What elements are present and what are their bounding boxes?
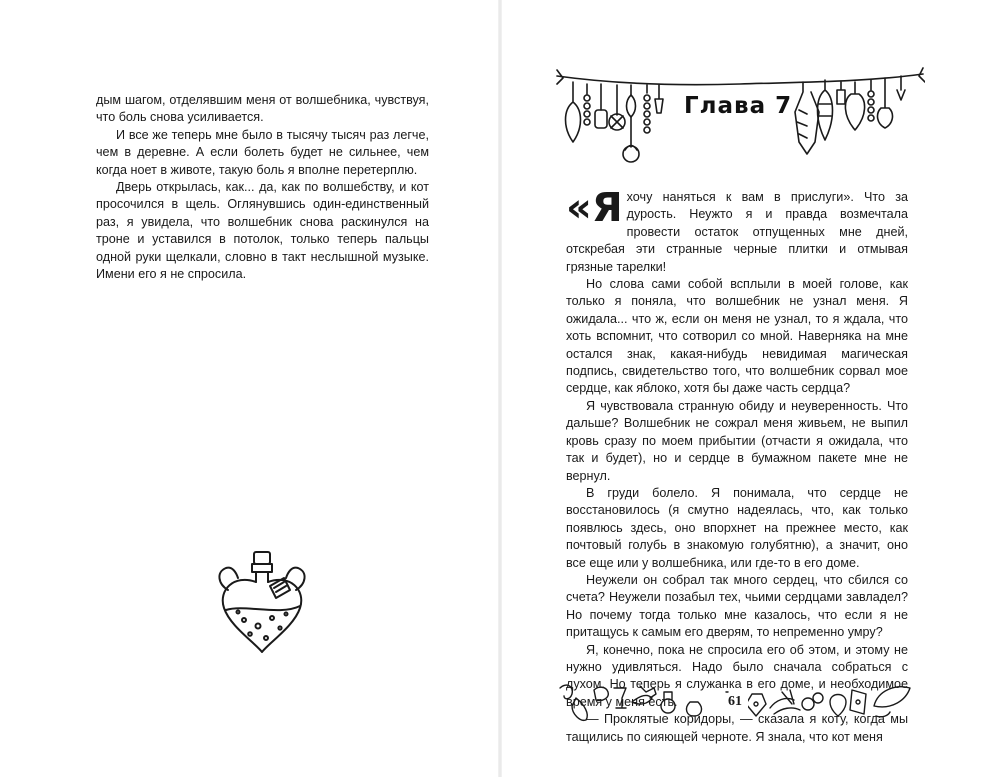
- right-page-text: [566, 185, 908, 746]
- heart-potion-bottle-icon: [214, 546, 310, 658]
- right-paragraph: Я, конечно, пока не спросила его об этом, и этому не нужно удивляться. Надо было сначала собраться с духом. Но теперь я служанка в его доме, и необходимое время у меня есть.: [566, 642, 908, 709]
- right-paragraph: Я чувствовала странную обиду и неуверенность. Что дальше? Волшебник не сожрал меня живьем, не выпил кровь сразу по моем прибытии (отчасти я ожидала, что так и будет), но и сердце в бумажном пакете мне не вернул.: [566, 398, 908, 483]
- book-gutter: [498, 0, 502, 777]
- left-paragraph: Дверь открылась, как... да, как по волшебству, и кот просочился в щель. Оглянувшись один-единственный раз, я увидела, что волшебник снова раскинулся на троне и уставился в потолок, только теперь пальцы одной руки щелкали, словно в такт неслышной музыке. Имени его я не спросила.: [96, 180, 429, 282]
- chapter-title: Глава 7: [684, 93, 793, 119]
- left-page-text: [96, 92, 429, 283]
- drop-cap: «Я: [566, 185, 623, 231]
- right-paragraph: — Проклятые коридоры, — сказала я коту, когда мы тащились по сияющей черноте. Я знала, что кот меня: [566, 712, 908, 744]
- right-paragraph: В груди болело. Я понимала, что сердце не восстановилось (я смутно надеялась, что, как только появлюсь здесь, оно впорхнет на прежнее место, как почтовый голубь в знакомую голубятню), а значит, оно все еще или у волшебника, или где-то в его доме.: [566, 485, 908, 570]
- right-paragraph: Неужели он собрал так много сердец, что сбился со счета? Неужели позабыл тех, чьими сердцами завладел? Но почему тогда только мне казалось, что если я не притащусь к самым его дверям, то непременно умру?: [566, 572, 908, 640]
- first-paragraph-text: хочу наняться к вам в прислуги». Что за дурость. Неужто я и правда возмечтала провести остаток отпущенных мне дней, отскребая эти странные черные плитки и отмывая грязные тарелки!: [566, 190, 908, 274]
- left-paragraph: дым шагом, отделявшим меня от волшебника, чувствуя, что боль снова усиливается.: [96, 93, 429, 125]
- chapter-first-paragraph: [566, 185, 908, 276]
- page-number: 61: [722, 694, 748, 710]
- right-paragraph: Но слова сами собой всплыли в моей голове, как только я поняла, что волшебник не узнал меня. Я ожидала... что ж, если он меня не узнал, то я ждала, что хоть вспомнит, что сотворил со мной. Наверняка на мне остался знак, какая-нибудь невидимая магическая подпись, свидетельство того, что волшебник сорвал мое сердце, как яблоко, хотя бы даже часть сердца?: [566, 277, 908, 396]
- left-paragraph: И все же теперь мне было в тысячу тысяч раз легче, чем в деревне. А если болеть будет не сильнее, чем когда ноет в животе, такую боль я вполне перетерплю.: [96, 127, 429, 177]
